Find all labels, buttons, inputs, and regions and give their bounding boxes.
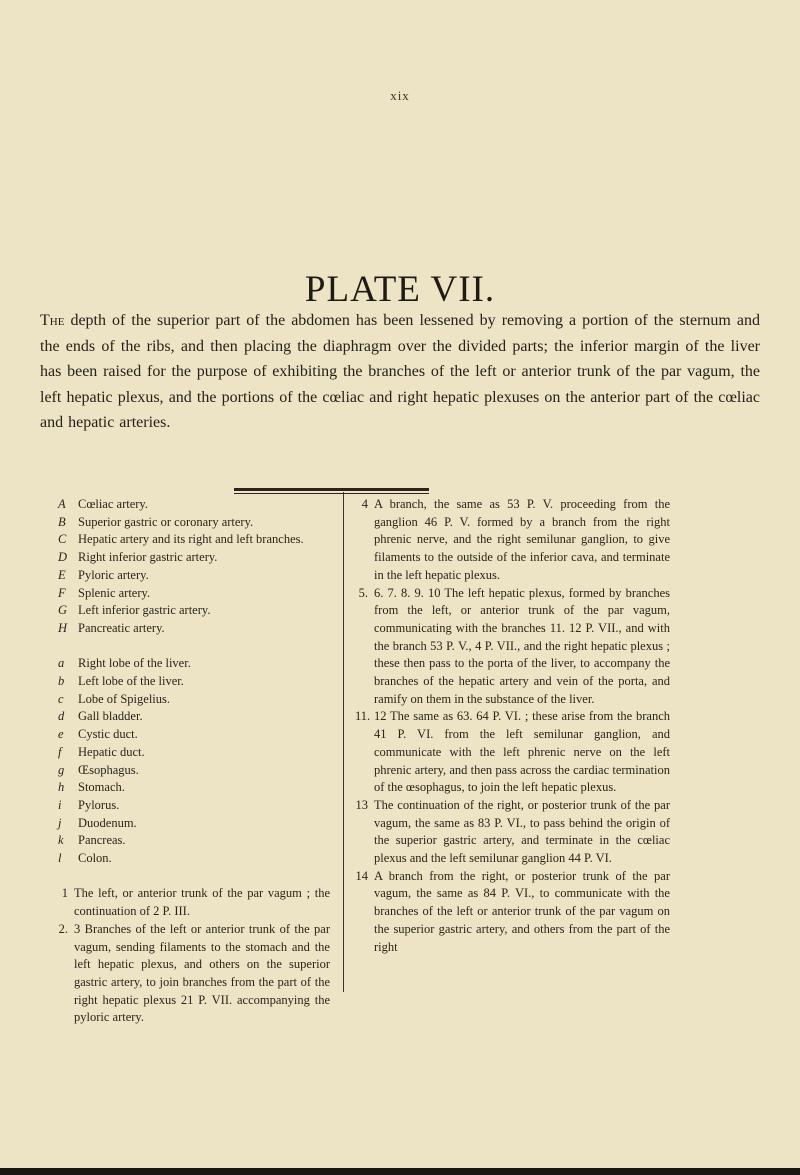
legend-row <box>55 585 330 603</box>
legend-letter: i <box>58 797 62 812</box>
numbered-note <box>55 921 330 1027</box>
legend-row <box>55 744 330 762</box>
legend-text: Cystic duct. <box>78 727 138 742</box>
legend-letter: j <box>58 815 62 830</box>
legend-letter: b <box>58 674 65 689</box>
left-column <box>55 496 330 1027</box>
legend-text: Right inferior gastric artery. <box>78 550 218 565</box>
legend-letter: f <box>58 744 62 759</box>
legend-row <box>55 514 330 532</box>
intro-text: depth of the superior part of the abdomen has been lessened by removing a portion of the sternum and the ends of the ribs, and then placing the diaphragm over the divided parts; the inferior margin of the liver has been raised for the purpose of exhibiting the branches of the left or anterior trunk of the par vagum, the left hepatic plexus, and the portions of the cœliac and right hepatic plexuses on the anterior part of the cœliac and hepatic arteries. <box>40 312 760 431</box>
note-text: The left, or anterior trunk of the par vagum ; the continuation of 2 P. III. <box>74 886 330 919</box>
legend-row <box>55 673 330 691</box>
legend-row <box>55 762 330 780</box>
legend-text: Lobe of Spigelius. <box>78 691 171 706</box>
legend-letter: h <box>58 780 65 795</box>
numbered-note <box>355 585 670 709</box>
intro-paragraph <box>40 308 760 436</box>
note-text: A branch, the same as 53 P. V. proceeding from the ganglion 46 P. V. formed by a branch from the right phrenic nerve, and the right semilunar ganglion, to give filaments to the outside of the inferior cava, and terminate in the left hepatic plexus. <box>374 497 670 582</box>
legend-row <box>55 531 330 549</box>
page-number: xix <box>390 88 410 103</box>
legend-letter: B <box>58 514 66 529</box>
legend-letter: F <box>58 585 66 600</box>
legend-text: Gall bladder. <box>78 709 143 724</box>
legend-text: Pyloric artery. <box>78 567 149 582</box>
legend-letter: g <box>58 762 65 777</box>
legend-letter: E <box>58 567 66 582</box>
legend-text: Œsophagus. <box>78 762 139 777</box>
legend-text: Splenic artery. <box>78 585 151 600</box>
legend-letter: C <box>58 532 67 547</box>
column-divider <box>343 492 344 992</box>
legend-text: Pancreatic artery. <box>78 620 165 635</box>
numbered-note <box>355 868 670 957</box>
note-number: 14 <box>355 868 368 883</box>
legend-row <box>55 850 330 868</box>
legend-row <box>55 779 330 797</box>
note-number: 4 <box>361 497 368 511</box>
legend-letter: d <box>58 709 65 724</box>
legend-text: Cœliac artery. <box>78 497 148 511</box>
legend-letter: l <box>58 851 62 866</box>
legend-letter: H <box>58 620 68 635</box>
numbered-notes-left <box>55 885 330 1027</box>
legend-letter: a <box>58 656 65 671</box>
legend-letter: e <box>58 727 64 742</box>
legend-text: Left inferior gastric artery. <box>78 603 211 618</box>
legend-row <box>55 726 330 744</box>
note-text: 3 Branches of the left or anterior trunk of the par vagum, sending filaments to the stomach and the left hepatic plexus, and others on the superior gastric artery, to join branches from the part of the right hepatic plexus 21 P. VII. accompanying the pyloric artery. <box>74 921 330 1025</box>
numbered-note <box>355 797 670 868</box>
note-text: A branch from the right, or posterior trunk of the par vagum, the same as 84 P. VI., to communicate with the branches of the left or anterior trunk of the par vagum on the superior gastric artery, and others from the part of the right <box>374 868 670 954</box>
page-bottom-edge <box>0 1168 800 1175</box>
legend-text: Hepatic duct. <box>78 744 145 759</box>
note-number: 11. <box>355 709 371 724</box>
intro-lead-word: The <box>40 312 65 329</box>
note-text: 6. 7. 8. 9. 10 The left hepatic plexus, formed by branches from the left, or anterior trunk of the par vagum, communicating with the branches 11. 12 P. VII., and with the branch 53 P. V., 4 P. VII., and the right hepatic plexus ; these then pass to the porta of the liver, to accompany the branches of the hepatic artery and vein of the porta, and ramify on them in the substance of the liver. <box>374 585 670 706</box>
legend-text: Hepatic artery and its right and left branches. <box>78 532 304 547</box>
legend-row <box>55 567 330 585</box>
legend-row <box>55 691 330 709</box>
legend-row <box>55 620 330 638</box>
legend-letter: A <box>58 497 66 511</box>
lower-legend <box>55 655 330 867</box>
legend-row <box>55 708 330 726</box>
note-text: 12 The same as 63. 64 P. VI. ; these arise from the branch 41 P. VI. from the left semilunar ganglion, and communicate with the left phrenic nerve on the left phrenic artery, and then pass across the cardiac termination of the œsophagus, to join the left hepatic plexus. <box>374 709 670 795</box>
legend-row <box>55 815 330 833</box>
numbered-note <box>355 708 670 797</box>
legend-text: Colon. <box>78 851 112 866</box>
legend-letter: k <box>58 833 64 848</box>
note-number: 1 <box>61 886 68 901</box>
legend-text: Pylorus. <box>78 797 120 812</box>
legend-text: Right lobe of the liver. <box>78 656 191 671</box>
section-divider-thin <box>234 493 429 494</box>
note-text: The continuation of the right, or posterior trunk of the par vagum, the same as 83 P. VI., to pass behind the origin of the superior gastric artery, and terminate in the cœliac plexus and the left semilunar ganglion 44 P. VI. <box>374 797 670 866</box>
note-number: 2. <box>58 921 68 936</box>
right-column <box>355 496 670 956</box>
capital-legend <box>55 496 330 638</box>
legend-text: Superior gastric or coronary artery. <box>78 514 254 529</box>
section-divider <box>234 488 429 491</box>
legend-text: Left lobe of the liver. <box>78 674 184 689</box>
legend-row <box>55 549 330 567</box>
numbered-note <box>355 496 670 585</box>
note-number: 13 <box>355 797 368 812</box>
legend-row <box>55 797 330 815</box>
numbered-note <box>55 885 330 920</box>
note-number: 5. <box>358 585 368 600</box>
legend-text: Pancreas. <box>78 833 126 848</box>
legend-row <box>55 655 330 673</box>
legend-letter: D <box>58 550 68 565</box>
legend-row <box>55 602 330 620</box>
legend-text: Duodenum. <box>78 815 137 830</box>
legend-text: Stomach. <box>78 780 125 795</box>
legend-letter: G <box>58 603 68 618</box>
legend-row <box>55 496 330 514</box>
legend-letter: c <box>58 691 64 706</box>
plate-title: PLATE VII. <box>304 269 496 310</box>
legend-row <box>55 832 330 850</box>
